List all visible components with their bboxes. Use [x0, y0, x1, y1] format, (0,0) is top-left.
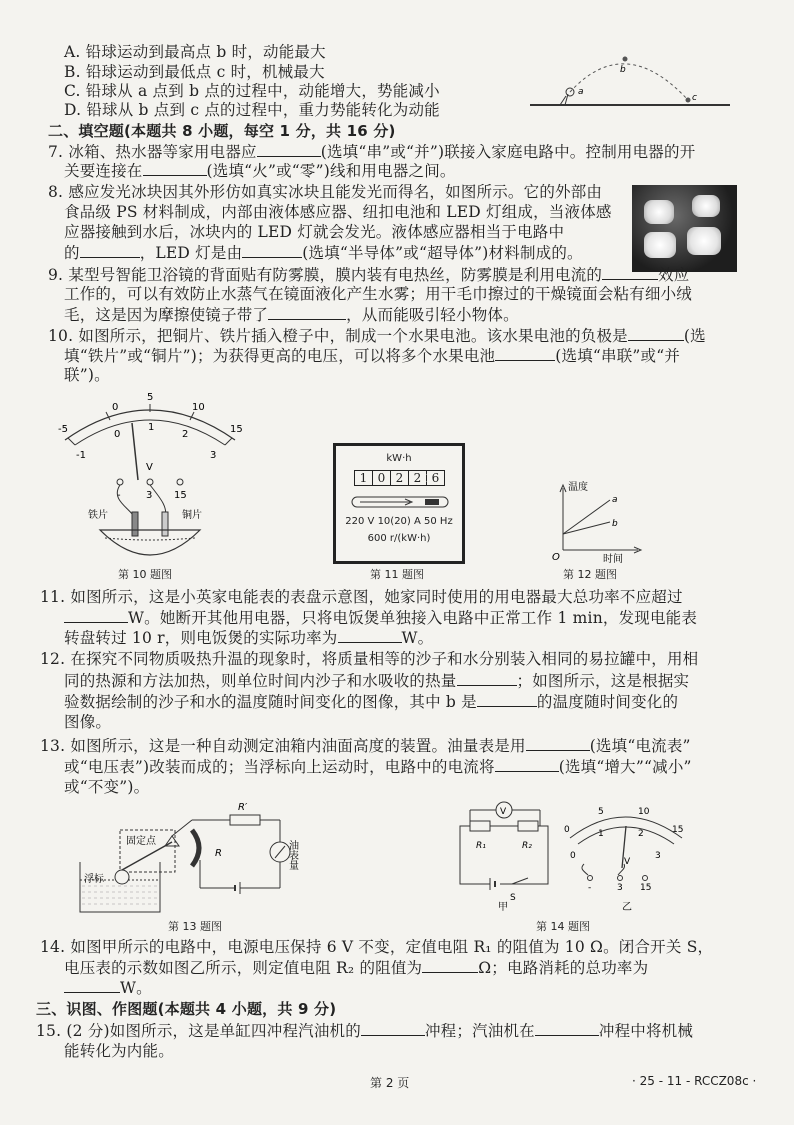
q11-line1: 11. 如图所示，这是小英家电能表的表盘示意图，她家同时使用的用电器最大总功率不应超过 [40, 588, 683, 606]
q11-line2: W。她断开其他用电器，只将电饭煲单独接入电路中正常工作 1 min，发现电能表 [64, 608, 697, 628]
q11-blank-1[interactable] [64, 608, 128, 623]
q9-line3: 毛，这是因为摩擦使镜子带了 ，从而能吸引轻小物体。 [64, 306, 519, 324]
q9-line2: 工作的，可以有效防止水蒸气在镜面液化产生水雾；用干毛巾擦过的干燥镜面会粘有细小绒 [64, 285, 693, 303]
fig14-yi-label: 乙 [622, 902, 632, 913]
fig14-bottom-tick: 2 [638, 829, 644, 839]
q13-line3: 或“不变”)。 [64, 778, 150, 796]
fig11-energy-meter [333, 443, 465, 564]
q8-line3: 应器接触到水后，冰块内的 LED 灯就会发光。液体感应器相当于电路中 [64, 223, 565, 241]
fig10-bottom-tick: 1 [148, 422, 155, 433]
fig10-caption: 第 10 题图 [118, 568, 172, 581]
fig10-bottom-tick: 0 [114, 429, 121, 440]
q11-blank-2[interactable] [338, 628, 402, 643]
q14-line2: 电压表的示数如图乙所示，则定值电阻 R₂ 的阻值为 Ω；电路消耗的总功率为 [64, 959, 649, 977]
q6-trajectory-figure [530, 50, 730, 110]
fig11-unit: kW·h [386, 453, 412, 464]
q8-blank-1[interactable] [80, 243, 140, 258]
q10-blank-2[interactable] [495, 346, 555, 361]
q13-blank-2[interactable] [495, 757, 559, 772]
fig13-float-label: 浮标 [84, 874, 104, 885]
section-3-heading: 三、识图、作图题(本题共 4 小题，共 9 分) [36, 1000, 337, 1018]
q13-line1: 13. 如图所示，这是一种自动测定油箱内油面高度的装置。油量表是用 (选填“电流表” [40, 737, 691, 755]
section-2-heading: 二、填空题(本题共 8 小题，每空 1 分，共 16 分) [48, 122, 396, 140]
fig10-top-tick: 0 [112, 402, 119, 413]
fig12-temperature-time-graph [548, 482, 648, 565]
q7-line1: 7. 冰箱、热水器等家用电器应 (选填“串”或“并”)联接入家庭电路中。控制用电器的开 [48, 143, 696, 161]
fig11-digit: 2 [409, 471, 427, 485]
fig12-caption: 第 12 题图 [563, 568, 617, 581]
q12-line1: 12. 在探究不同物质吸热升温的现象时，将质量相等的沙子和水分别装入相同的易拉罐中，用相 [40, 650, 699, 668]
fig12-ylabel: 温度 [568, 482, 588, 493]
q13-line2: 或“电压表”)改装而成的；当浮标向上运动时，电路中的电流将 (选填“增大”“减小” [64, 758, 692, 776]
q7-blank-2[interactable] [143, 161, 207, 176]
fig14-top-tick: 10 [638, 807, 650, 817]
fig10-terminal: 3 [146, 490, 153, 501]
fig14-circuit-and-voltmeter [450, 798, 690, 913]
fig10-bottom-tick: 2 [182, 429, 189, 440]
point-b-label: b [620, 65, 626, 75]
q13-blank-1[interactable] [526, 736, 590, 751]
fig11-digit: 0 [373, 471, 391, 485]
q10-line2: 填“铁片”或“铜片”)；为获得更高的电压，可以将多个水果电池 (选填“串联”或“并 [64, 347, 681, 365]
fig13-rprime-label: R′ [238, 802, 248, 813]
q14-line1: 14. 如图甲所示的电路中，电源电压保持 6 V 不变，定值电阻 R₁ 的阻值为 10 Ω。闭合开关 S， [40, 938, 714, 956]
fig12-line-a-label: a [612, 495, 618, 505]
glowing-ice-cube-photo [632, 185, 737, 272]
fig14-bottom-tick: 0 [570, 851, 576, 861]
q8-line4: 的 ，LED 灯是由 (选填“半导体”或“超导体”)材料制成的。 [64, 244, 583, 262]
fig13-r-label: R [215, 848, 222, 859]
q12-blank-2[interactable] [477, 692, 537, 707]
q9-blank-2[interactable] [268, 305, 346, 320]
fig14-top-tick: 15 [672, 825, 684, 835]
point-c-label: c [692, 93, 697, 103]
fig11-rotor-disc [350, 494, 450, 510]
fig10-iron-label: 铁片 [88, 510, 108, 521]
fig12-line-b-label: b [612, 519, 618, 529]
fig10-top-tick: 5 [147, 392, 154, 403]
fig10-unit-label: V [146, 462, 153, 473]
q12-line2: 同的热源和方法加热，则单位时间内沙子和水吸收的热量 ；如图所示，这是根据实 [64, 672, 690, 690]
fig10-bottom-tick: 3 [210, 450, 217, 461]
fig14-r1-label: R₁ [476, 841, 486, 851]
q14-line3: W。 [64, 978, 152, 998]
fig14-top-tick: 0 [564, 825, 570, 835]
fig11-digit: 2 [391, 471, 409, 485]
q10-blank-1[interactable] [628, 326, 684, 341]
fig14-jia-label: 甲 [498, 902, 508, 913]
q12-blank-1[interactable] [457, 671, 517, 686]
fig14-caption: 第 14 题图 [536, 920, 590, 933]
q15-line1: 15. (2 分)如图所示，这是单缸四冲程汽油机的 冲程；汽油机在 冲程中将机械 [36, 1022, 694, 1040]
fig11-spec-2: 600 r/(kW·h) [367, 533, 431, 544]
fig13-caption: 第 13 题图 [168, 920, 222, 933]
q9-blank-1[interactable] [602, 265, 658, 280]
q11-line3: 转盘转过 10 r，则电饭煲的实际功率为 W。 [64, 629, 434, 647]
paper-code: · 25 - 11 - RCCZ08c · [632, 1074, 757, 1088]
fig10-copper-label: 铜片 [182, 510, 202, 521]
fig11-digit: 1 [355, 471, 373, 485]
fig14-r2-label: R₂ [522, 841, 532, 851]
q6-option-a: A. 铅球运动到最高点 b 时，动能最大 [64, 43, 326, 61]
fig14-s-label: S [510, 893, 516, 903]
q10-line1: 10. 如图所示，把铜片、铁片插入橙子中，制成一个水果电池。该水果电池的负极是 (选 [48, 327, 706, 345]
q8-blank-2[interactable] [242, 243, 302, 258]
q6-option-b: B. 铅球运动到最低点 c 时，机械最大 [64, 63, 325, 81]
fig14-v-label: V [500, 807, 507, 817]
q12-line4: 图像。 [64, 713, 112, 731]
fig14-top-tick: 5 [598, 807, 604, 817]
fig13-fixed-point-label: 固定点 [126, 836, 156, 847]
q7-line2: 关要连接在 (选填“火”或“零”)线和用电器之间。 [64, 162, 456, 180]
q15-line2: 能转化为内能。 [64, 1042, 174, 1060]
fig11-digit-display [354, 470, 445, 486]
q15-blank-1[interactable] [361, 1021, 425, 1036]
fig14-bottom-tick: 1 [598, 829, 604, 839]
fig10-top-tick: 15 [230, 424, 243, 435]
q6-option-c: C. 铅球从 a 点到 b 点的过程中，动能增大，势能减小 [64, 82, 440, 100]
fig11-caption: 第 11 题图 [370, 568, 424, 581]
fig10-bottom-tick: -1 [76, 450, 86, 461]
fig10-terminal: - [117, 490, 121, 501]
fig12-xlabel: 时间 [603, 554, 623, 565]
fig10-top-tick: 10 [192, 402, 205, 413]
fig10-top-tick: -5 [58, 424, 68, 435]
fig13-oil-level-gauge [80, 800, 320, 920]
fig11-digit: 6 [427, 471, 444, 485]
fig14-bottom-tick: 3 [655, 851, 661, 861]
q8-line2: 食品级 PS 材料制成，内部由液体感应器、纽扣电池和 LED 灯组成，当液体感 [64, 203, 612, 221]
q9-line1: 9. 某型号智能卫浴镜的背面贴有防雾膜，膜内装有电热丝，防雾膜是利用电流的 效应 [48, 266, 690, 284]
q6-option-d: D. 铅球从 b 点到 c 点的过程中，重力势能转化为动能 [64, 101, 440, 119]
fig10-terminal: 15 [174, 490, 187, 501]
fig14-terminal: - [588, 883, 592, 893]
q7-blank-1[interactable] [257, 142, 321, 157]
q10-line3: 联”)。 [64, 366, 110, 384]
fig12-origin-label: O [552, 552, 560, 563]
fig13-gauge-label: 油表量 [286, 840, 298, 870]
page-number: 第 2 页 [370, 1076, 410, 1090]
fig10-fruit-battery-voltmeter [50, 390, 260, 565]
fig14-terminal: 15 [640, 883, 652, 893]
fig11-spec-1: 220 V 10(20) A 50 Hz [345, 516, 453, 527]
q15-blank-2[interactable] [535, 1021, 599, 1036]
fig14-meter-unit: V [624, 857, 631, 867]
q12-line3: 验数据绘制的沙子和水的温度随时间变化的图像，其中 b 是 的温度随时间变化的 [64, 693, 679, 711]
point-a-label: a [578, 87, 584, 97]
q8-line1: 8. 感应发光冰块因其外形仿如真实冰块且能发光而得名，如图所示。它的外部由 [48, 183, 603, 201]
q14-blank-1[interactable] [422, 958, 478, 973]
q14-blank-2[interactable] [64, 978, 120, 993]
fig14-terminal: 3 [617, 883, 623, 893]
